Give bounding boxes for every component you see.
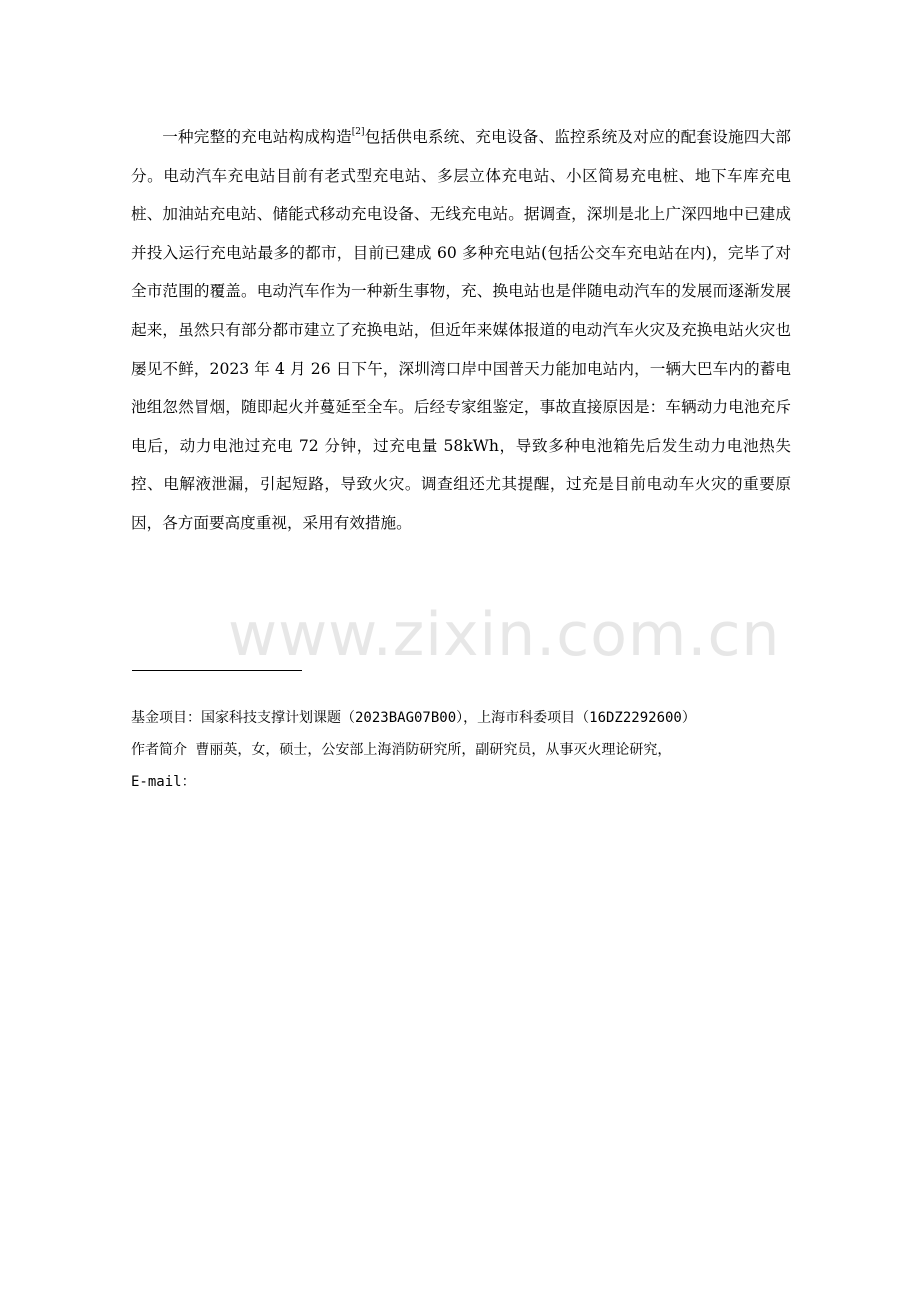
body-paragraph: [131, 118, 791, 543]
body-text-start: 一种完整的充电站构成构造: [162, 128, 352, 146]
reference-marker: [2]: [351, 126, 365, 137]
author-footnote: 作者简介 曹丽英，女，硕士，公安部上海消防研究所，副研究员，从事灭火理论研究，: [131, 742, 672, 758]
footnote-separator: [132, 670, 302, 671]
body-text-rest: 包括供电系统、充电设备、监控系统及对应的配套设施四大部分。电动汽车充电站目前有老式型充电站、多层立体充电站、小区简易充电桩、地下车库充电桩、加油站充电站、储能式移动充电设备、无线充电站。据调查，深圳是北上广深四地中已建成并投入运行充电站最多的都市，目前已建成 60 多种充电站(包括公交车充电站在内)，完毕了对全市范围的覆盖。电动汽车作为一种新生事物，充、换电站也是伴随电动汽车的发展而逐渐发展起来，虽然只有部分都市建立了充换电站，但近年来媒体报道的电动汽车火灾及充换电站火灾也屡见不鲜，2023 年 4 月 26 日下午，深圳湾口岸中国普天力能加电站内，一辆大巴车内的蓄电池组忽然冒烟，随即起火并蔓延至全车。后经专家组鉴定，事故直接原因是：车辆动力电池充斥电后，动力电池过充电 72 分钟，过充电量 58kWh，导致多种电池箱先后发生动力电池热失控、电解液泄漏，引起短路，导致火灾。调查组还尤其提醒，过充是目前电动车火灾的重要原因，各方面要高度重视，采用有效措施。: [131, 128, 791, 532]
fund-footnote: 基金项目：国家科技支撑计划课题（2023BAG07B00），上海市科委项目（16DZ2292600）: [131, 710, 696, 726]
email-footnote: E-mail：: [131, 774, 196, 790]
footnotes: [131, 702, 811, 798]
watermark: www.zixin.com.cn: [228, 600, 781, 670]
